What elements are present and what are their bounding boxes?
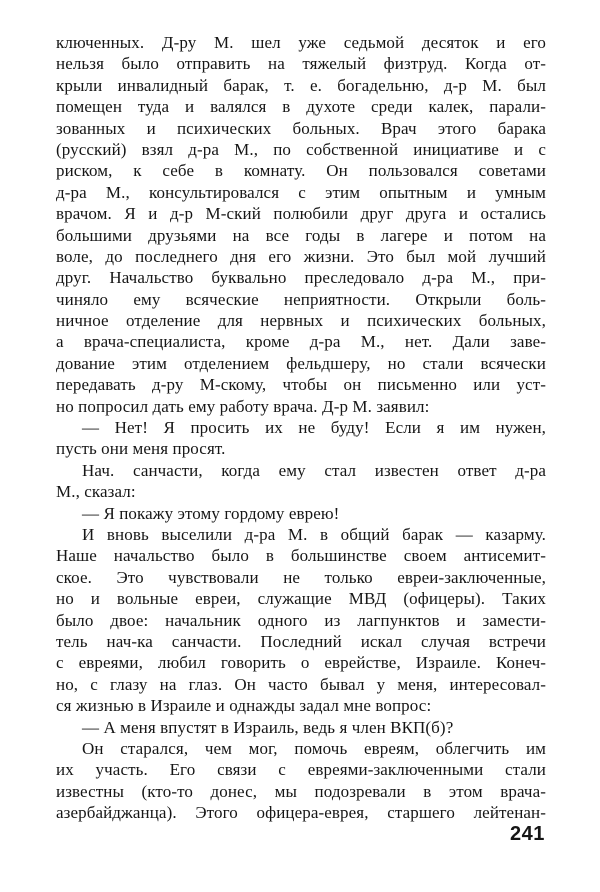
text-line: помещен туда и валялся в духоте среди калек, парали- [56, 97, 546, 117]
dialogue-line: — Нет! Я просить их не буду! Если я им нужен, [82, 418, 546, 438]
text-line: ся жизнью в Израиле и однажды задал мне вопрос: [56, 696, 432, 716]
page-number: 241 [510, 823, 545, 845]
dialogue-line: — Я покажу этому гордому еврею! [82, 503, 340, 523]
paragraph-start-line: Нач. санчасти, когда ему стал известен ответ д-ра [82, 460, 546, 480]
text-line: крыли инвалидный барак, т. е. богадельню, д-р М. был [56, 75, 546, 95]
text-line: а врача-специалиста, кроме д-ра М., нет. Дали заве- [56, 332, 546, 352]
text-line: но попросил дать ему работу врача. Д-р М. заявил: [56, 396, 430, 416]
text-line: М., сказал: [56, 482, 136, 502]
text-line: (русский) взял д-ра М., по собственной инициативе и с [56, 139, 546, 159]
text-line: нельзя было отправить на тяжелый физтруд. Когда от- [56, 54, 546, 74]
text-line: передавать д-ру М-скому, чтобы он письменно или уст- [56, 375, 546, 395]
text-line: пусть они меня просят. [56, 439, 226, 459]
text-line: воле, до последнего дня его жизни. Это был мой лучший [56, 246, 546, 266]
text-line: ничное отделение для нервных и психических больных, [56, 311, 546, 331]
text-line: известны (кто-то донес, мы подозревали в этом врача- [56, 781, 546, 801]
text-line: было двое: начальник одного из лагпунктов и замести- [56, 610, 546, 630]
text-line: азербайджанца). Этого офицера-еврея, старшего лейтенан- [56, 803, 546, 823]
text-line: д-ра М., консультировался с этим опытным и умным [56, 182, 546, 202]
text-line: их участь. Его связи с евреями-заключенными стали [56, 760, 546, 780]
text-line: ключенных. Д-ру М. шел уже седьмой десяток и его [56, 33, 546, 52]
paragraph-start-line: Он старался, чем мог, помочь евреям, облегчить им [82, 738, 546, 758]
text-line: но, с глазу на глаз. Он часто бывал у меня, интересовал- [56, 674, 546, 694]
text-line: большими друзьями на все годы в лагере и потом на [56, 225, 546, 245]
text-line: тель нач-ка санчасти. Последний искал случая встречи [56, 631, 546, 651]
text-line: риском, к себе в комнату. Он пользовался советами [56, 161, 546, 181]
text-line: Наше начальство было в большинстве своем антисемит- [56, 546, 546, 566]
text-line: врачом. Я и д-р М-ский полюбили друг друга и остались [56, 204, 546, 224]
body-text [56, 32, 546, 823]
text-line: ское. Это чувствовали не только евреи-заключенные, [56, 567, 546, 587]
text-line: но и вольные евреи, служащие МВД (офицеры). Таких [56, 589, 546, 609]
text-line: зованных и психических больных. Врач этого барака [56, 118, 546, 138]
text-line: с евреями, любил говорить о еврействе, Израиле. Конеч- [56, 653, 546, 673]
text-line: чиняло ему всяческие неприятности. Открыли боль- [56, 289, 546, 309]
paragraph-start-line: И вновь выселили д-ра М. в общий барак — казарму. [82, 524, 546, 544]
dialogue-line: — А меня впустят в Израиль, ведь я член ВКП(б)? [82, 717, 454, 737]
text-line: друг. Начальство буквально преследовало д-ра М., при- [56, 268, 546, 288]
text-line: дование этим отделением фельдшеру, но стали всячески [56, 353, 546, 373]
